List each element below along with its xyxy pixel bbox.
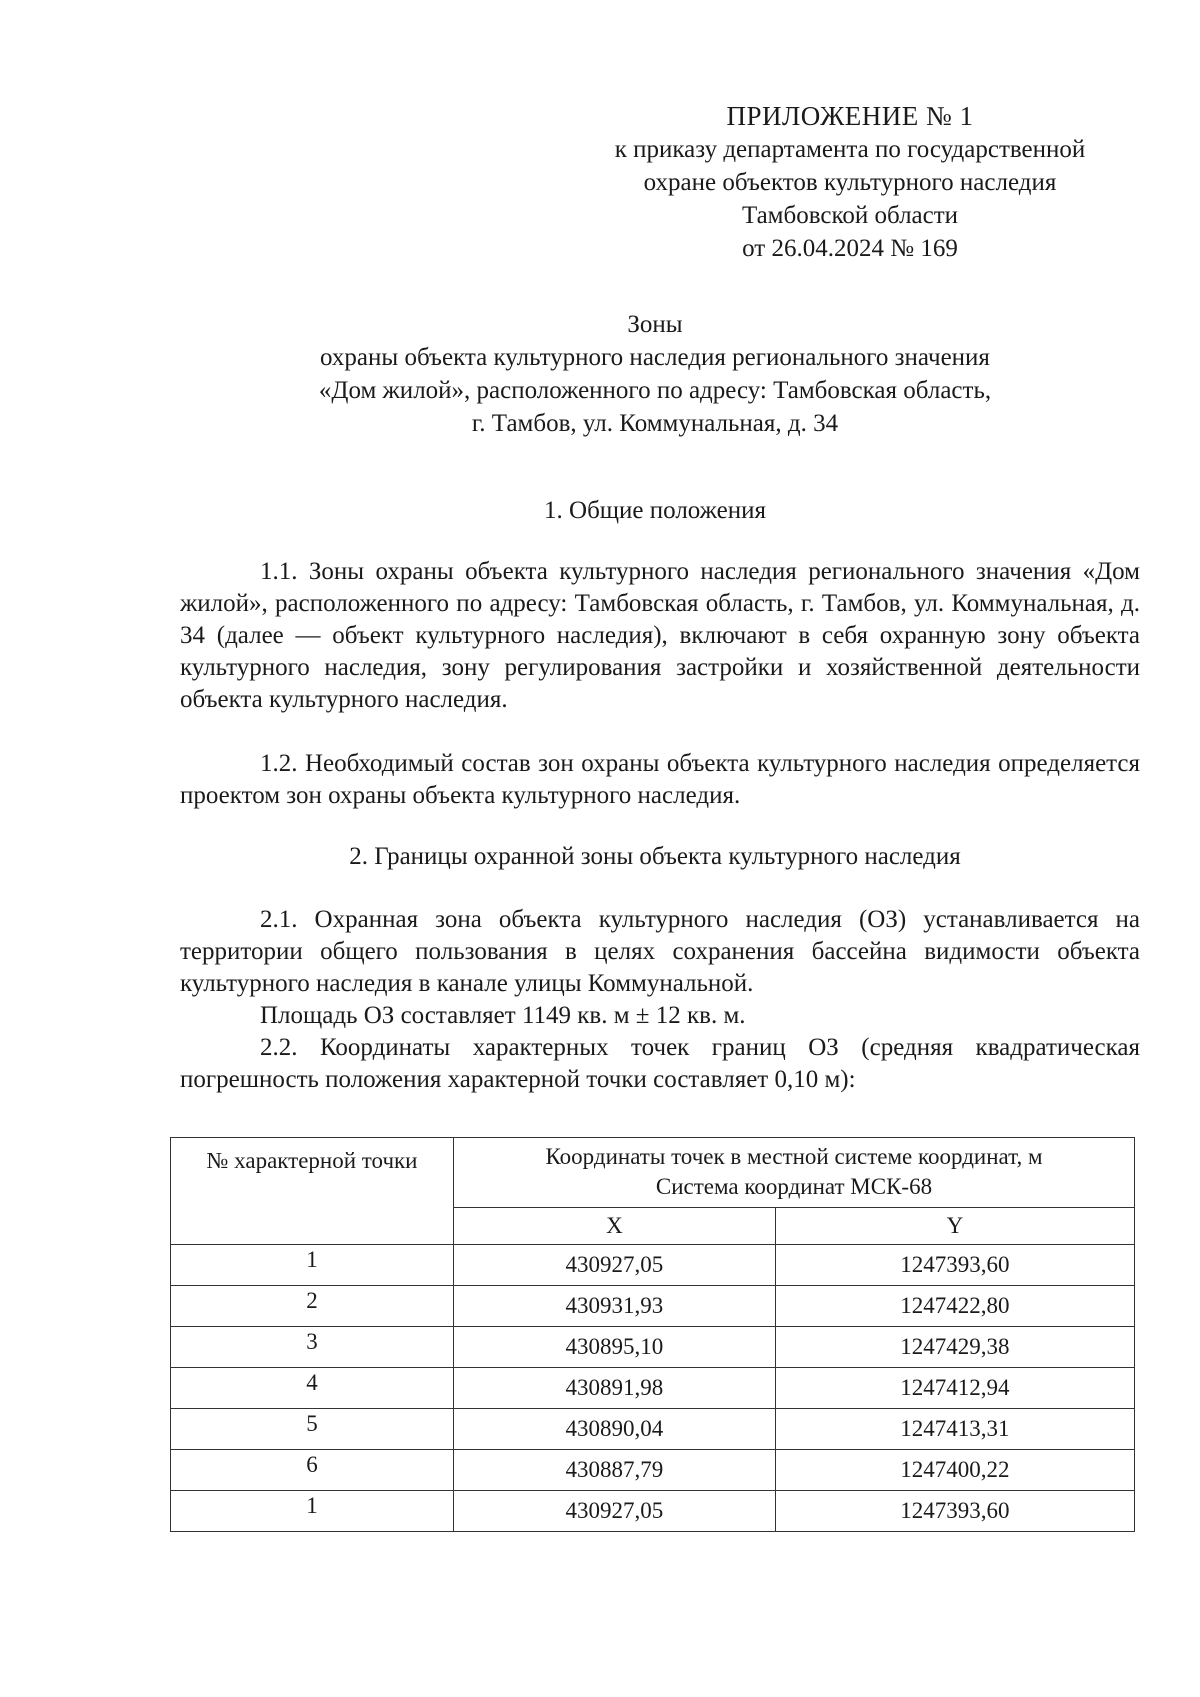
cell-x: 430931,93 bbox=[454, 1286, 776, 1327]
table-row bbox=[171, 1368, 1135, 1409]
appendix-line: охране объектов культурного наследия bbox=[643, 169, 1057, 196]
cell-x: 430891,98 bbox=[454, 1368, 776, 1409]
cell-point-number: 2 bbox=[171, 1286, 454, 1327]
coordinates-header-line: Координаты точек в местной системе координат, м bbox=[545, 1144, 1043, 1170]
appendix-line: Тамбовской области bbox=[741, 202, 959, 229]
cell-x: 430887,79 bbox=[454, 1450, 776, 1491]
table-row bbox=[171, 1450, 1135, 1491]
appendix-header bbox=[560, 100, 1140, 265]
table-row bbox=[171, 1327, 1135, 1368]
cell-y: 1247393,60 bbox=[775, 1491, 1134, 1532]
cell-y: 1247429,38 bbox=[775, 1327, 1134, 1368]
cell-y: 1247413,31 bbox=[775, 1409, 1134, 1450]
paragraph-1-2: 1.2. Необходимый состав зон охраны объекта культурного наследия определяется проектом зон охраны объекта культурного наследия. bbox=[180, 750, 1140, 809]
cell-point-number: 4 bbox=[171, 1368, 454, 1409]
document-title bbox=[170, 308, 1140, 440]
table-row bbox=[171, 1245, 1135, 1286]
cell-y: 1247422,80 bbox=[775, 1286, 1134, 1327]
column-header-coordinates bbox=[454, 1138, 1135, 1208]
document-title-line: Зоны bbox=[627, 311, 683, 338]
document-title-line: «Дом жилой», расположенного по адресу: Тамбовская область, bbox=[318, 377, 992, 404]
paragraph-1-1: 1.1. Зоны охраны объекта культурного наследия регионального значения «Дом жилой», расположенного по адресу: Тамбовская область, г. Тамбов, ул. Коммунальная, д. 34 (далее — объект культурного наследия), включают в себя охранную зону объекта культурного наследия, зону регулирования застройки и хозяйственной деятельности объекта культурного наследия. bbox=[180, 558, 1140, 713]
cell-x: 430895,10 bbox=[454, 1327, 776, 1368]
paragraph-area: Площадь ОЗ составляет 1149 кв. м ± 12 кв. м. bbox=[260, 1002, 746, 1029]
cell-point-number: 1 bbox=[171, 1245, 454, 1286]
cell-point-number: 3 bbox=[171, 1327, 454, 1368]
cell-x: 430927,05 bbox=[454, 1245, 776, 1286]
section-2-heading: 2. Границы охранной зоны объекта культурного наследия bbox=[349, 843, 961, 870]
coordinate-system-label: Система координат МСК-68 bbox=[655, 1174, 933, 1200]
cell-y: 1247393,60 bbox=[775, 1245, 1134, 1286]
document-title-line: охраны объекта культурного наследия регионального значения bbox=[320, 344, 990, 371]
cell-y: 1247412,94 bbox=[775, 1368, 1134, 1409]
appendix-date-number: от 26.04.2024 № 169 bbox=[742, 235, 958, 262]
cell-x: 430890,04 bbox=[454, 1409, 776, 1450]
section-1-heading: 1. Общие положения bbox=[544, 497, 766, 524]
document-title-line: г. Тамбов, ул. Коммунальная, д. 34 bbox=[471, 410, 839, 437]
column-header-point-number: № характерной точки bbox=[171, 1138, 454, 1245]
table-row bbox=[171, 1409, 1135, 1450]
paragraph-2-2: 2.2. Координаты характерных точек границ ОЗ (средняя квадратическая погрешность положения характерной точки составляет 0,10 м): bbox=[180, 1034, 1140, 1093]
column-header-x: X bbox=[454, 1207, 776, 1244]
cell-y: 1247400,22 bbox=[775, 1450, 1134, 1491]
cell-point-number: 1 bbox=[171, 1491, 454, 1532]
cell-point-number: 6 bbox=[171, 1450, 454, 1491]
table-row bbox=[171, 1286, 1135, 1327]
cell-point-number: 5 bbox=[171, 1409, 454, 1450]
appendix-title: ПРИЛОЖЕНИЕ № 1 bbox=[726, 101, 974, 131]
cell-x: 430927,05 bbox=[454, 1491, 776, 1532]
table-row bbox=[171, 1491, 1135, 1532]
paragraph-2-1: 2.1. Охранная зона объекта культурного наследия (ОЗ) устанавливается на территории общего пользования в целях сохранения бассейна видимости объекта культурного наследия в канале улицы Коммунальной. bbox=[180, 906, 1140, 997]
coordinates-table bbox=[170, 1137, 1135, 1532]
appendix-line: к приказу департамента по государственной bbox=[614, 136, 1086, 163]
column-header-y: Y bbox=[775, 1207, 1134, 1244]
